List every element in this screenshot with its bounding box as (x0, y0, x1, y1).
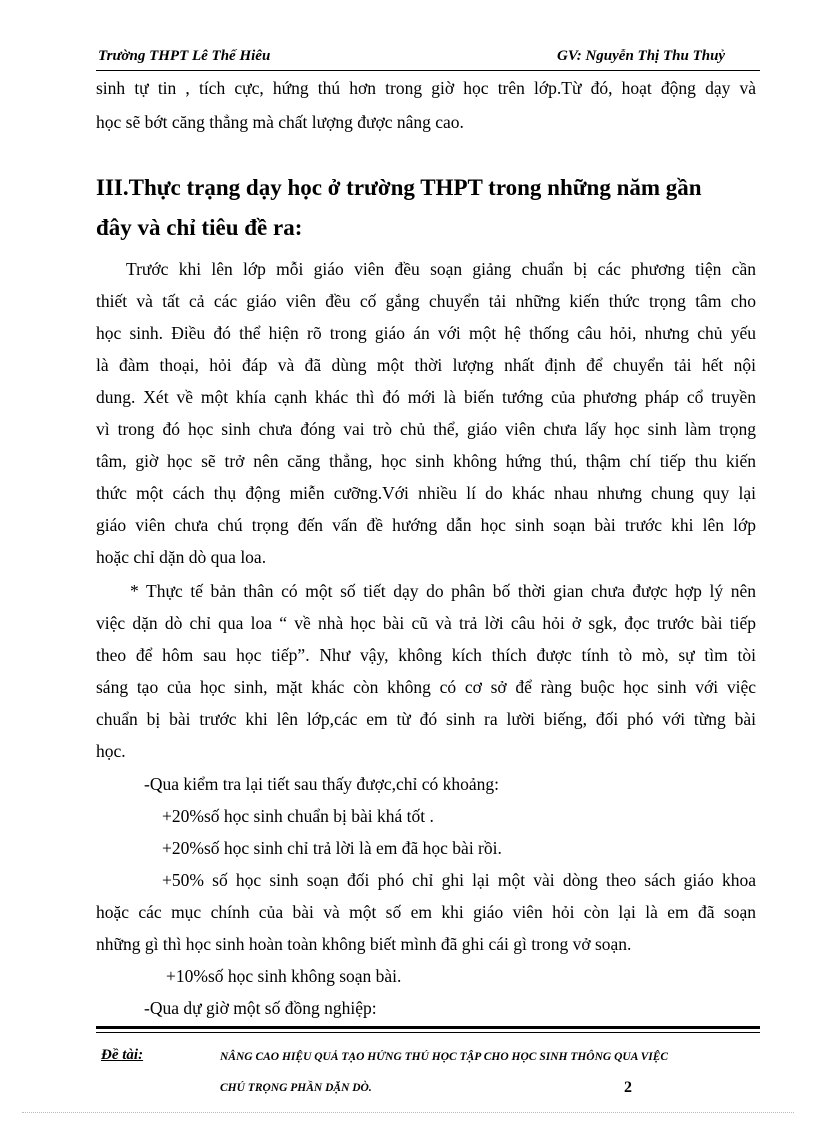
page-number: 2 (624, 1079, 632, 1096)
paragraph-line: chuẩn bị bài trước khi lên lớp,các em từ đó sinh ra lười biếng, đối phó với từng bài (96, 709, 756, 729)
survey-item: +50% số học sinh soạn đối phó chỉ ghi lại một vài dòng theo sách giáo khoa (162, 870, 756, 890)
intro-line: sinh tự tin , tích cực, hứng thú hơn trong giờ học trên lớp.Từ đó, hoạt động dạy và (96, 78, 756, 98)
footer-topic: NÂNG CAO HIỆU QUẢ TẠO HỨNG THÚ HỌC TẬP CHO HỌC SINH THÔNG QUA VIỆC (220, 1051, 669, 1063)
footer-label: Đề tài: (101, 1047, 144, 1063)
paragraph-line: sáng tạo của học sinh, mặt khác còn không có cơ sở để ràng buộc học sinh với việc (96, 677, 756, 697)
header-rule (96, 70, 760, 71)
survey-item: +10%số học sinh không soạn bài. (166, 966, 402, 986)
paragraph-line: là đàm thoại, hỏi đáp và đã dùng một thời lượng nhất định để chuyển tải hết nội (96, 355, 756, 375)
survey-item-continued: những gì thì học sinh hoàn toàn không biết mình đã ghi cái gì trong vở soạn. (96, 934, 632, 954)
footer-rule-thick (96, 1026, 760, 1029)
paragraph-line: giáo viên chưa chú trọng đến vấn đề hướng dẫn học sinh soạn bài trước khi lên lớp (96, 515, 756, 535)
paragraph-line: * Thực tế bản thân có một số tiết dạy do phân bố thời gian chưa được hợp lý nên (130, 581, 756, 601)
paragraph-line: dung. Xét về một khía cạnh khác thì đó mới là biến tướng của phương pháp cổ truyền (96, 387, 756, 407)
paragraph-line: theo để hôm sau học tiếp”. Như vậy, không kích thích được tính tò mò, sự tìm tòi (96, 645, 756, 665)
survey-item: +20%số học sinh chuẩn bị bài khá tốt . (162, 806, 434, 826)
paragraph-line: vì trong đó học sinh chưa đóng vai trò chủ thể, giáo viên chưa lấy học sinh làm trọng (96, 419, 756, 439)
footer-rule-thin (96, 1032, 760, 1033)
section-heading: III.Thực trạng dạy học ở trường THPT trong những năm gần (96, 175, 702, 200)
paragraph-line: học sinh. Điều đó thể hiện rõ trong giáo án với một hệ thống câu hỏi, nhưng chủ yếu (96, 323, 756, 343)
paragraph-line: việc dặn dò chỉ qua loa “ về nhà học bài cũ và trả lời câu hỏi ở sgk, đọc trước bài tiếp (96, 613, 756, 633)
paragraph-line: thiết và tất cả các giáo viên đều cố gắng chuyển tải những kiến thức trọng tâm cho (96, 291, 756, 311)
paragraph-line: học. (96, 741, 126, 761)
paragraph-line: tâm, giờ học sẽ trở nên căng thẳng, học sinh không hứng thú, thậm chí tiếp thu kiến (96, 451, 756, 471)
section-heading: đây và chỉ tiêu đề ra: (96, 215, 303, 240)
survey-observe: -Qua dự giờ một số đồng nghiệp: (144, 998, 377, 1018)
paragraph-line: thức một cách thụ động miễn cưỡng.Với nhiều lí do khác nhau nhưng chung quy lại (96, 483, 756, 503)
header-school: Trường THPT Lê Thế Hiêu (98, 48, 271, 64)
paragraph-line: hoặc chỉ dặn dò qua loa. (96, 547, 267, 567)
paragraph-line: Trước khi lên lớp mỗi giáo viên đều soạn giảng chuẩn bị các phương tiện cần (126, 259, 756, 279)
intro-line: học sẽ bớt căng thẳng mà chất lượng được nâng cao. (96, 112, 464, 132)
bottom-dotted-divider (22, 1112, 794, 1113)
survey-item: +20%số học sinh chỉ trả lời là em đã học bài rồi. (162, 838, 502, 858)
survey-intro: -Qua kiểm tra lại tiết sau thấy được,chỉ có khoảng: (144, 774, 500, 794)
footer-topic: CHÚ TRỌNG PHẦN DẶN DÒ. (220, 1082, 372, 1094)
header-teacher: GV: Nguyễn Thị Thu Thuỷ (557, 48, 726, 64)
survey-item-continued: hoặc các mục chính của bài và một số em khi giáo viên hỏi còn lại là em đã soạn (96, 902, 756, 922)
